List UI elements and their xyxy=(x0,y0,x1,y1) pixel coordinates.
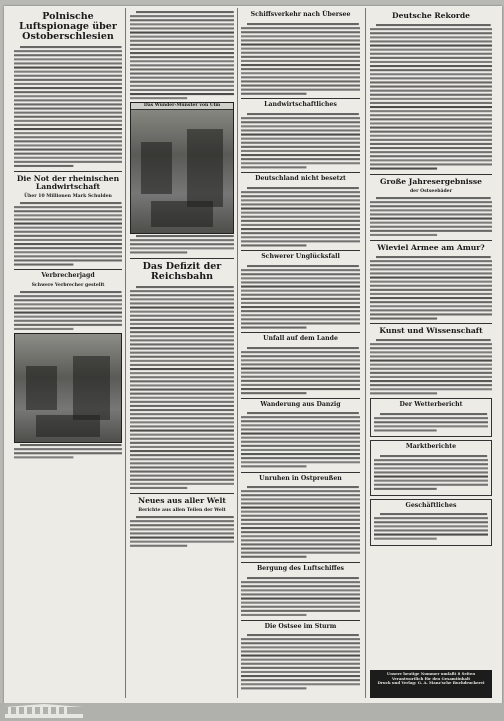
text-lines xyxy=(241,346,360,395)
article-body xyxy=(241,633,360,690)
article-subheadline: Schwere Verbrecher gestellt xyxy=(31,282,105,288)
article-body xyxy=(241,576,360,617)
photo-caption xyxy=(14,443,122,459)
article-body xyxy=(241,186,360,248)
text-lines xyxy=(370,196,492,237)
text-lines xyxy=(370,338,492,395)
article-body xyxy=(241,264,360,330)
column-rule xyxy=(125,8,126,698)
article-body xyxy=(374,512,488,541)
column-1 xyxy=(14,10,122,461)
text-lines xyxy=(241,112,360,169)
text-lines xyxy=(374,512,488,541)
article-headline: Das Defizit der Reichsbahn xyxy=(142,260,222,282)
article-subheadline: Über 10 Millionen Mark Schulden xyxy=(24,193,112,199)
section-divider xyxy=(241,98,360,99)
scan-margin-strip xyxy=(0,703,504,721)
article-headline: Die Ostsee im Sturm xyxy=(264,622,337,630)
text-lines xyxy=(130,234,234,255)
text-lines xyxy=(14,290,122,331)
article-body xyxy=(374,454,488,491)
section-divider xyxy=(241,398,360,399)
article-body xyxy=(370,23,492,171)
section-divider xyxy=(241,620,360,621)
section-divider xyxy=(241,172,360,173)
article-headline: Große Jahresergebnisse xyxy=(379,176,482,186)
text-lines xyxy=(130,10,234,100)
article-body xyxy=(130,515,234,548)
news-photo xyxy=(14,333,122,443)
text-lines xyxy=(130,285,234,490)
text-lines xyxy=(14,443,122,459)
info-box xyxy=(370,440,492,495)
article-body xyxy=(370,196,492,237)
article-subheadline: der Ostseebäder xyxy=(409,188,453,194)
article-subheadline: Berichte aus allen Teilen der Welt xyxy=(138,507,226,513)
text-lines xyxy=(241,576,360,617)
column-3 xyxy=(241,10,360,693)
box-title: Geschäftliches xyxy=(405,501,457,509)
article-headline: Die Not der rheinischen Landwirtschaft xyxy=(16,173,120,191)
text-lines xyxy=(241,485,360,559)
info-box xyxy=(370,398,492,437)
article-headline: Schwerer Unglücksfall xyxy=(261,253,340,261)
section-divider xyxy=(14,269,122,270)
text-lines xyxy=(241,22,360,96)
info-box xyxy=(370,499,492,546)
text-lines xyxy=(241,264,360,330)
section-divider xyxy=(370,174,492,175)
photo-title: Das Wunder-Münster von Ulm xyxy=(131,103,233,110)
text-lines xyxy=(241,411,360,468)
article-body xyxy=(374,412,488,433)
text-lines xyxy=(14,201,122,267)
section-divider xyxy=(14,171,122,172)
section-divider xyxy=(241,250,360,251)
section-divider xyxy=(370,240,492,241)
text-lines xyxy=(374,454,488,491)
article-headline: Deutsche Rekorde xyxy=(392,11,470,20)
article-body xyxy=(241,22,360,96)
article-headline: Unruhen in Ostpreußen xyxy=(259,474,342,482)
article-body xyxy=(370,255,492,321)
article-body xyxy=(241,411,360,468)
article-headline: Polnische Luftspionage über Ostoberschlesien xyxy=(19,11,117,42)
column-4 xyxy=(370,10,492,549)
section-divider xyxy=(241,332,360,333)
text-lines xyxy=(370,255,492,321)
section-divider xyxy=(130,258,234,259)
news-photo xyxy=(130,102,234,234)
text-lines xyxy=(130,515,234,548)
article-body xyxy=(130,10,234,100)
article-headline: Kunst und Wissenschaft xyxy=(379,326,483,336)
article-headline: Landwirtschaftliches xyxy=(264,101,337,109)
text-lines xyxy=(241,186,360,248)
text-lines xyxy=(14,45,122,168)
footer-ad-line: Verantwortlich für den Gesamtinhalt xyxy=(391,675,471,681)
section-divider xyxy=(241,472,360,473)
article-body xyxy=(370,338,492,395)
article-body xyxy=(14,45,122,168)
article-body xyxy=(241,112,360,169)
article-body xyxy=(130,285,234,490)
archive-logo-icon xyxy=(4,704,84,720)
article-body xyxy=(241,346,360,395)
article-body xyxy=(241,485,360,559)
footer-advertisement xyxy=(370,670,492,698)
section-divider xyxy=(241,562,360,563)
newspaper-page xyxy=(4,6,502,704)
box-title: Marktberichte xyxy=(405,443,457,451)
article-headline: Verbrecherjagd xyxy=(41,272,95,280)
article-body xyxy=(14,290,122,331)
photo-caption xyxy=(130,234,234,255)
article-headline: Unfall auf dem Lande xyxy=(263,335,338,343)
box-title: Der Wetterbericht xyxy=(399,401,463,409)
column-2 xyxy=(130,10,234,549)
article-headline: Deutschland nicht besetzt xyxy=(255,175,346,183)
article-headline: Wanderung aus Danzig xyxy=(260,400,341,408)
footer-ad-line: Druck und Verlag: G. A. Manz'sche Buchdruckerei xyxy=(377,680,485,686)
column-rule xyxy=(237,8,238,698)
section-divider xyxy=(370,323,492,324)
article-headline: Bergung des Luftschiffes xyxy=(256,565,345,573)
text-lines xyxy=(374,412,488,433)
article-headline: Wieviel Armee am Amur? xyxy=(377,242,485,252)
section-divider xyxy=(130,493,234,494)
article-headline: Schiffsverkehr nach Übersee xyxy=(250,11,351,18)
column-rule xyxy=(365,8,366,698)
text-lines xyxy=(370,23,492,171)
text-lines xyxy=(241,633,360,690)
article-headline: Neues aus aller Welt xyxy=(138,495,226,505)
footer-ad-line: Unsere heutige Nummer umfaßt 8 Seiten xyxy=(386,671,476,676)
article-body xyxy=(14,201,122,267)
